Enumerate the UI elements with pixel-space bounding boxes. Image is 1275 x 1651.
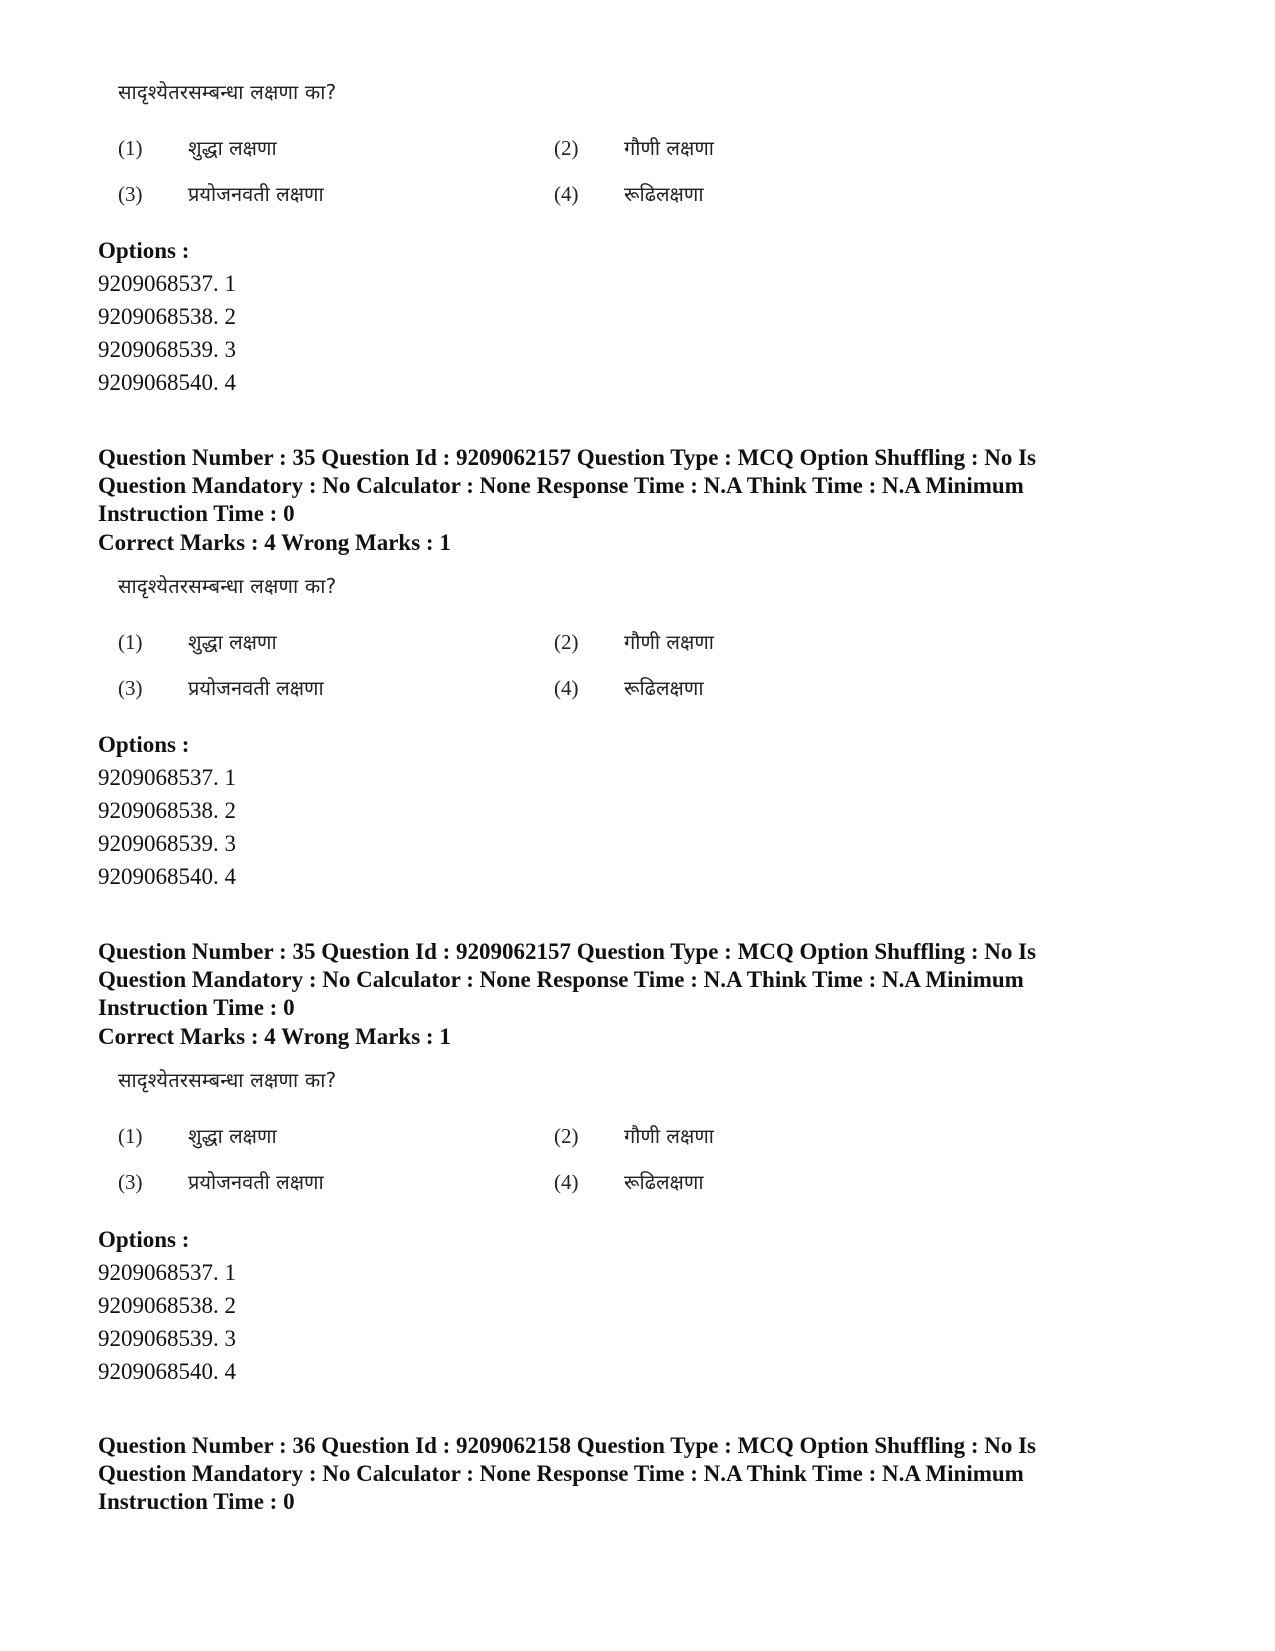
question-stem: सादृश्येतरसम्बन्धा लक्षणा का? [118,1068,337,1092]
option-line: 9209068537. 1 [98,765,236,790]
question-meta-line: Question Number : 36 Question Id : 9209062158 Question Type : MCQ Option Shuffling : No Is [98,1433,1037,1458]
question-meta-line: Question Number : 35 Question Id : 9209062157 Question Type : MCQ Option Shuffling : No Is [98,445,1037,470]
choice-4: (4) रूढिलक्षणा [554,1170,704,1194]
options-label: Options : [98,238,190,263]
question-meta-line: Question Mandatory : No Calculator : None Response Time : N.A Think Time : N.A Minimum [98,473,1024,498]
question-image [118,1066,778,1216]
choice-2: (2) गौणी लक्षणा [554,1124,714,1148]
question-meta-line: Instruction Time : 0 [98,1489,295,1514]
option-line: 9209068539. 3 [98,831,236,856]
choice-1: (1) शुद्धा लक्षणा [118,630,277,654]
option-line: 9209068537. 1 [98,271,236,296]
choice-1: (1) शुद्धा लक्षणा [118,1124,277,1148]
question-stem: सादृश्येतरसम्बन्धा लक्षणा का? [118,80,337,104]
question-meta [98,938,1178,1022]
options-label: Options : [98,732,190,757]
option-line: 9209068540. 4 [98,370,236,395]
question-meta-line: Instruction Time : 0 [98,995,295,1020]
option-line: 9209068540. 4 [98,864,236,889]
choice-1: (1) शुद्धा लक्षणा [118,136,277,160]
choice-2: (2) गौणी लक्षणा [554,136,714,160]
choice-4: (4) रूढिलक्षणा [554,676,704,700]
option-line: 9209068538. 2 [98,798,236,823]
question-meta [98,444,1178,528]
question-stem: सादृश्येतरसम्बन्धा लक्षणा का? [118,574,337,598]
option-line: 9209068540. 4 [98,1359,236,1384]
option-line: 9209068538. 2 [98,304,236,329]
question-image [118,78,778,228]
options-label: Options : [98,1227,190,1252]
question-meta-line: Instruction Time : 0 [98,501,295,526]
choice-3: (3) प्रयोजनवती लक्षणा [118,676,324,700]
marks-line: Correct Marks : 4 Wrong Marks : 1 [98,530,451,555]
choice-3: (3) प्रयोजनवती लक्षणा [118,1170,324,1194]
option-line: 9209068538. 2 [98,1293,236,1318]
question-meta-line: Question Mandatory : No Calculator : None Response Time : N.A Think Time : N.A Minimum [98,1461,1024,1486]
choice-4: (4) रूढिलक्षणा [554,182,704,206]
choice-2: (2) गौणी लक्षणा [554,630,714,654]
question-image [118,572,778,722]
question-meta [98,1432,1178,1516]
option-line: 9209068539. 3 [98,337,236,362]
question-meta-line: Question Mandatory : No Calculator : None Response Time : N.A Think Time : N.A Minimum [98,967,1024,992]
marks-line: Correct Marks : 4 Wrong Marks : 1 [98,1024,451,1049]
option-line: 9209068537. 1 [98,1260,236,1285]
choice-3: (3) प्रयोजनवती लक्षणा [118,182,324,206]
option-line: 9209068539. 3 [98,1326,236,1351]
question-meta-line: Question Number : 35 Question Id : 9209062157 Question Type : MCQ Option Shuffling : No Is [98,939,1037,964]
